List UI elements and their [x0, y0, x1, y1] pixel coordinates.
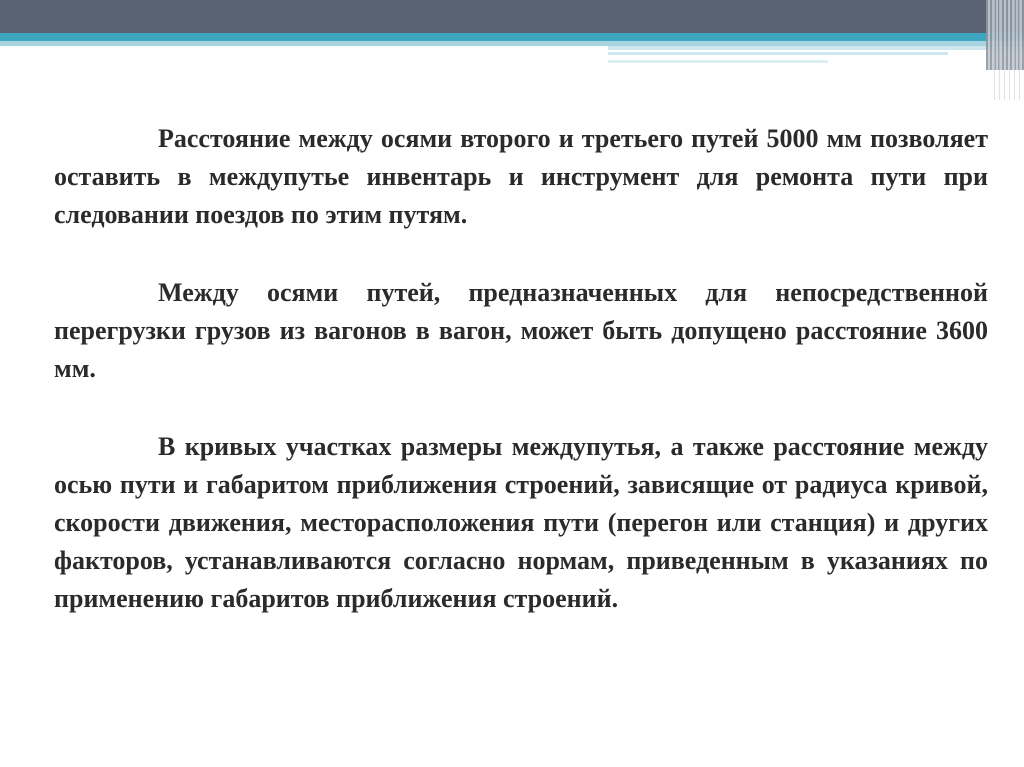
paragraph-curve-sections: В кривых участках размеры междупутья, а также расстояние между осью пути и габаритом приближения строений, зависящие от радиуса кривой, скорости движения, месторасположения пути (перегон или станция) и других факторов, устанавливаются согласно нормам, приведенным в указаниях по применению габаритов приближения строений. — [54, 432, 988, 613]
slide-body — [54, 120, 988, 658]
header-bar — [0, 0, 1024, 33]
corner-decoration-tail — [994, 0, 1024, 100]
accent-stripe — [0, 33, 1024, 41]
accent-stripe-thin — [608, 46, 1024, 50]
accent-stripe-thin — [608, 52, 948, 55]
paragraph-transfer-spacing: Между осями путей, предназначенных для непосредственной перегрузки грузов из вагонов в вагон, может быть допущено расстояние 3600 мм. — [54, 278, 988, 383]
paragraph-track-spacing: Расстояние между осями второго и третьего путей 5000 мм позволяет оставить в междупутье инвентарь и инструмент для ремонта пути при следовании поездов по этим путям. — [54, 124, 988, 229]
accent-stripe-thin — [608, 60, 828, 63]
